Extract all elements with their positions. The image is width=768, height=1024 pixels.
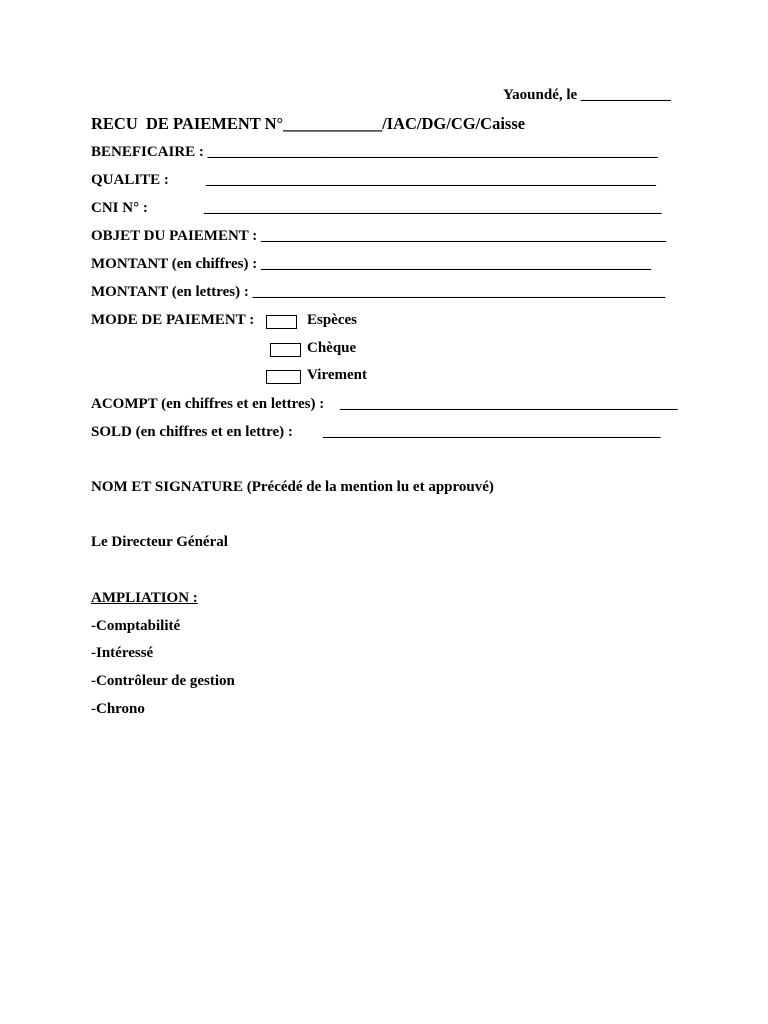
objet-field: OBJET DU PAIEMENT : ______________________________________________________ — [91, 228, 667, 244]
cheque-checkbox[interactable] — [270, 343, 301, 357]
montant-chiffres-field: MONTANT (en chiffres) : ____________________________________________________ — [91, 256, 651, 272]
ampliation-item-comptabilite: -Comptabilité — [91, 618, 181, 634]
director-label: Le Directeur Général — [91, 534, 228, 550]
beneficiaire-field: BENEFICAIRE : ____________________________________________________________ — [91, 144, 658, 160]
virement-label: Virement — [307, 367, 367, 383]
ampliation-item-controleur: -Contrôleur de gestion — [91, 673, 235, 689]
cni-label: CNI N° : — [91, 200, 148, 216]
qualite-line: ____________________________________________________________ — [206, 172, 656, 188]
solde-label: SOLD (en chiffres et en lettre) : — [91, 424, 293, 440]
receipt-title: RECU DE PAIEMENT N°____________/IAC/DG/CG/Caisse — [91, 114, 526, 133]
cheque-label: Chèque — [307, 340, 357, 356]
cni-line: _____________________________________________________________ — [204, 200, 662, 216]
especes-label: Espèces — [307, 312, 357, 328]
qualite-label: QUALITE : — [91, 172, 169, 188]
especes-checkbox[interactable] — [266, 315, 297, 329]
solde-line: _____________________________________________ — [323, 424, 661, 440]
place-date: Yaoundé, le ____________ — [503, 87, 671, 103]
acompte-line: _____________________________________________ — [340, 396, 678, 412]
signature-label: NOM ET SIGNATURE (Précédé de la mention lu et approuvé) — [91, 479, 494, 495]
ampliation-item-chrono: -Chrono — [91, 701, 145, 717]
ampliation-item-interesse: -Intéressé — [91, 645, 154, 661]
payment-mode-label: MODE DE PAIEMENT : — [91, 312, 255, 328]
virement-checkbox[interactable] — [266, 370, 301, 384]
montant-lettres-field: MONTANT (en lettres) : _______________________________________________________ — [91, 284, 666, 300]
acompte-label: ACOMPT (en chiffres et en lettres) : — [91, 396, 325, 412]
ampliation-title: AMPLIATION : — [91, 590, 198, 606]
